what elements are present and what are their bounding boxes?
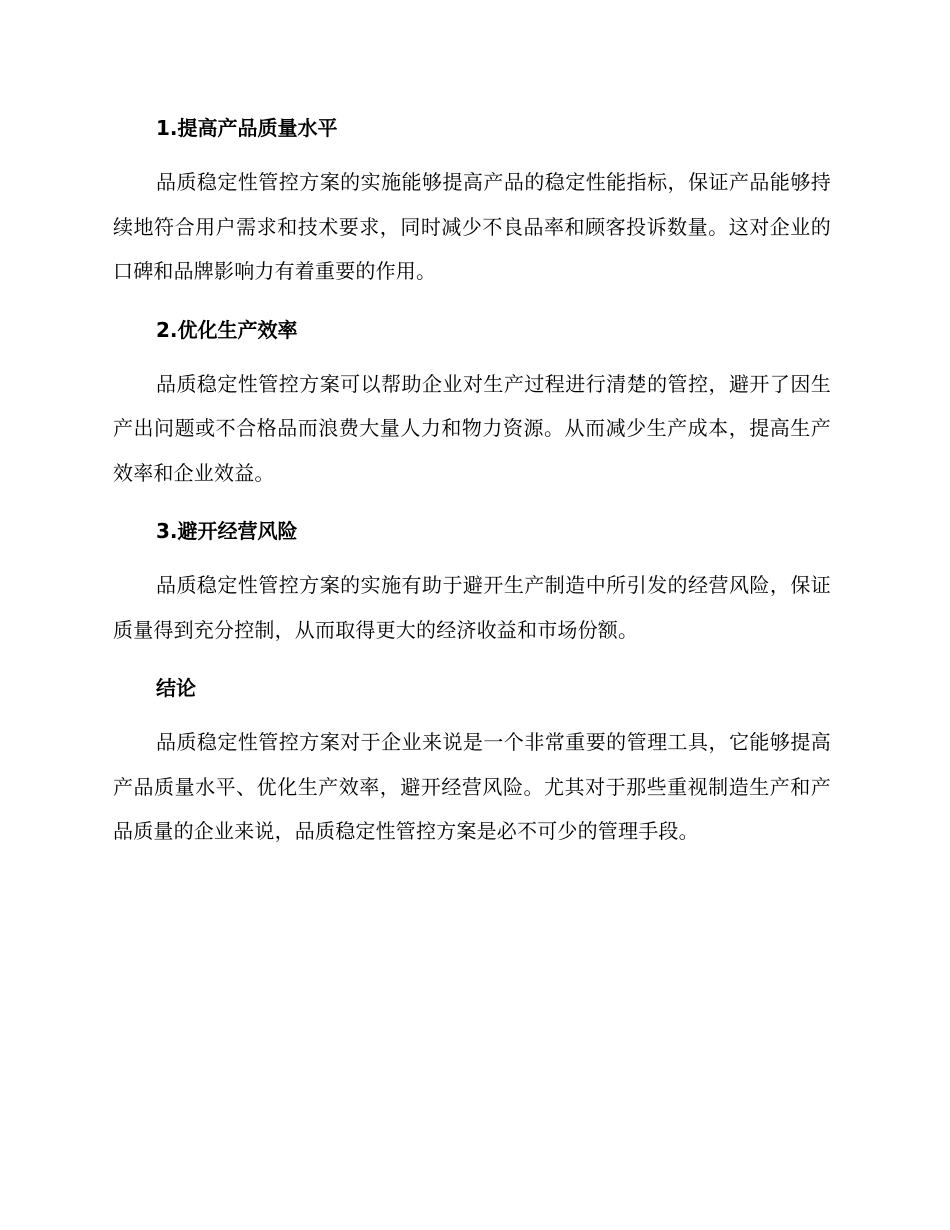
spacer [113, 495, 831, 513]
section-heading-2: 2.优化生产效率 [156, 317, 298, 342]
document-body [113, 110, 831, 854]
spacer [113, 549, 831, 563]
spacer [113, 348, 831, 362]
spacer [113, 652, 831, 670]
conclusion-paragraph: 品质稳定性管控方案对于企业来说是一个非常重要的管理工具，它能够提高产品质量水平、优化生产效率，避开经营风险。尤其对于那些重视制造生产和产品质量的企业来说，品质稳定性管控方案是必不可少的管理手段。 [113, 730, 831, 843]
section-paragraph-3: 品质稳定性管控方案的实施有助于避开生产制造中所引发的经营风险，保证质量得到充分控制，从而取得更大的经济收益和市场份额。 [113, 573, 831, 642]
spacer [113, 294, 831, 312]
section-paragraph-1: 品质稳定性管控方案的实施能够提高产品的稳定性能指标，保证产品能够持续地符合用户需求和技术要求，同时减少不良品率和顾客投诉数量。这对企业的口碑和品牌影响力有着重要的作用。 [113, 170, 831, 283]
conclusion-heading: 结论 [156, 676, 196, 700]
section-heading-3: 3.避开经营风险 [156, 519, 298, 543]
section-paragraph-2: 品质稳定性管控方案可以帮助企业对生产过程进行清楚的管控，避开了因生产出问题或不合格品而浪费大量人力和物力资源。从而减少生产成本，提高生产效率和企业效益。 [113, 371, 831, 485]
spacer [113, 146, 831, 160]
spacer [113, 706, 831, 720]
section-heading-1: 1.提高产品质量水平 [156, 116, 338, 140]
